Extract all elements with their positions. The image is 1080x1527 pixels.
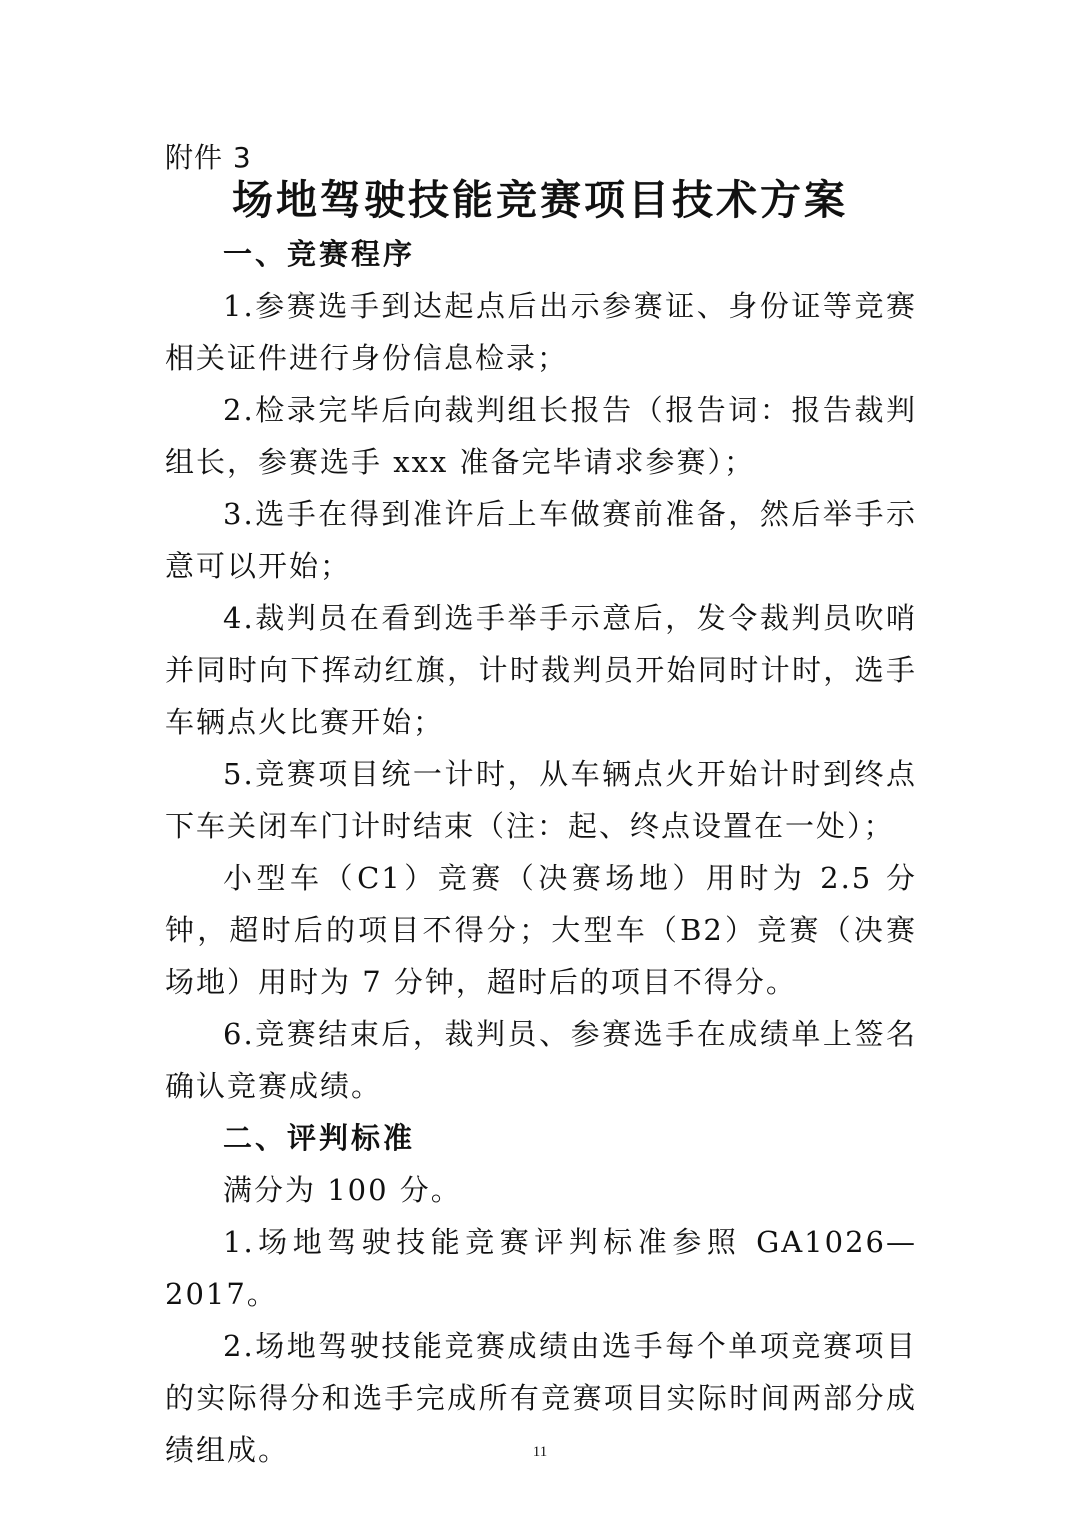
paragraph: 2.检录完毕后向裁判组长报告（报告词：报告裁判组长，参赛选手 xxx 准备完毕请求参赛）； xyxy=(165,393,917,479)
attachment-label: 附件 3 xyxy=(165,141,252,174)
paragraph: 4.裁判员在看到选手举手示意后，发令裁判员吹哨并同时向下挥动红旗，计时裁判员开始同时计时，选手车辆点火比赛开始； xyxy=(165,601,917,739)
paragraph: 1.参赛选手到达起点后出示参赛证、身份证等竞赛相关证件进行身份信息检录； xyxy=(165,289,917,375)
paragraph: 小型车（C1）竞赛（决赛场地）用时为 2.5 分钟，超时后的项目不得分；大型车（B2）竞赛（决赛场地）用时为 7 分钟，超时后的项目不得分。 xyxy=(165,861,917,999)
page-number: 11 xyxy=(532,1444,548,1460)
section-heading-procedure: 一、竞赛程序 xyxy=(223,237,416,271)
paragraph: 3.选手在得到准许后上车做赛前准备，然后举手示意可以开始； xyxy=(165,497,917,583)
document-title: 场地驾驶技能竞赛项目技术方案 xyxy=(232,176,848,224)
paragraph: 5.竞赛项目统一计时，从车辆点火开始计时到终点下车关闭车门计时结束（注：起、终点设置在一处）； xyxy=(165,757,917,843)
document-body xyxy=(165,228,917,1476)
paragraph: 满分为 100 分。 xyxy=(223,1173,462,1207)
paragraph: 2.场地驾驶技能竞赛成绩由选手每个单项竞赛项目的实际得分和选手完成所有竞赛项目实际时间两部分成绩组成。 xyxy=(165,1329,917,1467)
paragraph: 6.竞赛结束后，裁判员、参赛选手在成绩单上签名确认竞赛成绩。 xyxy=(165,1017,917,1103)
paragraph: 1.场地驾驶技能竞赛评判标准参照 GA1026—2017。 xyxy=(165,1225,917,1311)
section-heading-criteria: 二、评判标准 xyxy=(223,1121,416,1155)
